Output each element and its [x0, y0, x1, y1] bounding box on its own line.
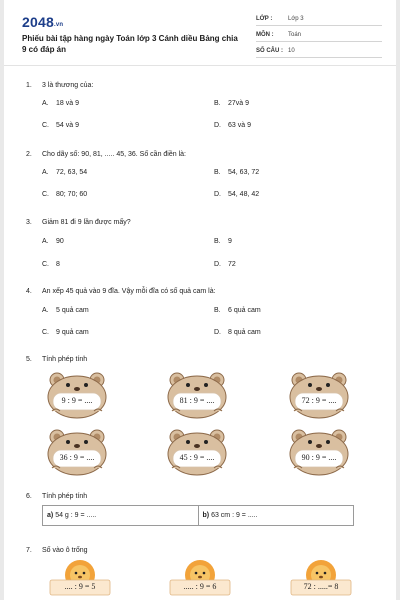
division-expression: 72 : 9 = .... [301, 396, 337, 405]
bear-icon [286, 371, 352, 419]
bear-icon [286, 428, 352, 476]
meta-class: LỚP : Lớp 3 [256, 12, 382, 26]
q2-option-a[interactable]: A. 72, 63, 54 [42, 169, 88, 176]
bear-icon [164, 371, 230, 419]
q3-option-d[interactable]: D. 72 [214, 261, 236, 268]
worksheet-header [4, 0, 396, 66]
bear-card-4 [44, 428, 110, 476]
division-expression: 36 : 9 = .... [59, 453, 95, 462]
bear-icon [44, 371, 110, 419]
q1-option-c[interactable]: C. 54 và 9 [42, 122, 79, 129]
bear-icon [44, 428, 110, 476]
question-5: 5. Tính phép tính [26, 356, 88, 363]
q3-option-a[interactable]: A. 90 [42, 238, 64, 245]
bear-card-5 [164, 428, 230, 476]
worksheet-page [4, 0, 396, 600]
division-expression: 45 : 9 = .... [179, 453, 215, 462]
question-7: 7. Số vào ô trống [26, 547, 88, 554]
question-6: 6. Tính phép tính [26, 493, 88, 500]
bear-card-2 [164, 371, 230, 419]
q6-cell-b[interactable]: b) 63 cm : 9 = ..... [198, 506, 354, 525]
lion-card-2 [166, 560, 234, 600]
q1-option-a[interactable]: A. 18 và 9 [42, 100, 79, 107]
division-expression: 81 : 9 = .... [179, 396, 215, 405]
q3-option-b[interactable]: B. 9 [214, 238, 232, 245]
q2-option-b[interactable]: B. 54, 63, 72 [214, 169, 260, 176]
fill-in-expression[interactable]: 72 : .....= 8 [303, 582, 339, 591]
bear-icon [164, 428, 230, 476]
site-logo[interactable]: 2048.vn [22, 14, 64, 30]
q4-option-b[interactable]: B. 6 quả cam [214, 307, 261, 314]
q4-option-a[interactable]: A. 5 quả cam [42, 307, 89, 314]
meta-question-count: SỐ CÂU : 10 [256, 44, 382, 58]
q3-option-c[interactable]: C. 8 [42, 261, 60, 268]
q1-option-d[interactable]: D. 63 và 9 [214, 122, 251, 129]
fill-in-expression[interactable]: .... : 9 = 5 [64, 582, 96, 591]
fill-in-expression[interactable]: ..... : 9 = 6 [183, 582, 217, 591]
bear-card-6 [286, 428, 352, 476]
division-expression: 90 : 9 = .... [301, 453, 337, 462]
worksheet-title: Phiếu bài tập hàng ngày Toán lớp 3 Cánh diều Bảng chia 9 có đáp án [22, 34, 238, 54]
lion-card-3 [287, 560, 355, 600]
bear-card-3 [286, 371, 352, 419]
division-expression: 9 : 9 = .... [61, 396, 93, 405]
question-4: 4. An xếp 45 quả vào 9 đĩa. Vậy mỗi đĩa có số quả cam là: [26, 288, 216, 295]
question-3: 3. Giảm 81 đi 9 lần được mấy? [26, 219, 131, 226]
lion-card-1 [46, 560, 114, 600]
bear-card-1 [44, 371, 110, 419]
q6-cell-a[interactable]: a) 54 g : 9 = ..... [47, 512, 97, 519]
meta-subject: MÔN : Toán [256, 28, 382, 42]
question-2: 2. Cho dãy số: 90, 81, ..... 45, 36. Số cần điền là: [26, 151, 186, 158]
q4-option-d[interactable]: D. 8 quả cam [214, 329, 261, 336]
q6-answer-table [42, 505, 354, 526]
q2-option-c[interactable]: C. 80; 70; 60 [42, 191, 88, 198]
q4-option-c[interactable]: C. 9 quả cam [42, 329, 89, 336]
question-1: 1. 3 là thương của: [26, 82, 94, 89]
q2-option-d[interactable]: D. 54, 48, 42 [214, 191, 260, 198]
q1-option-b[interactable]: B. 27và 9 [214, 100, 250, 107]
